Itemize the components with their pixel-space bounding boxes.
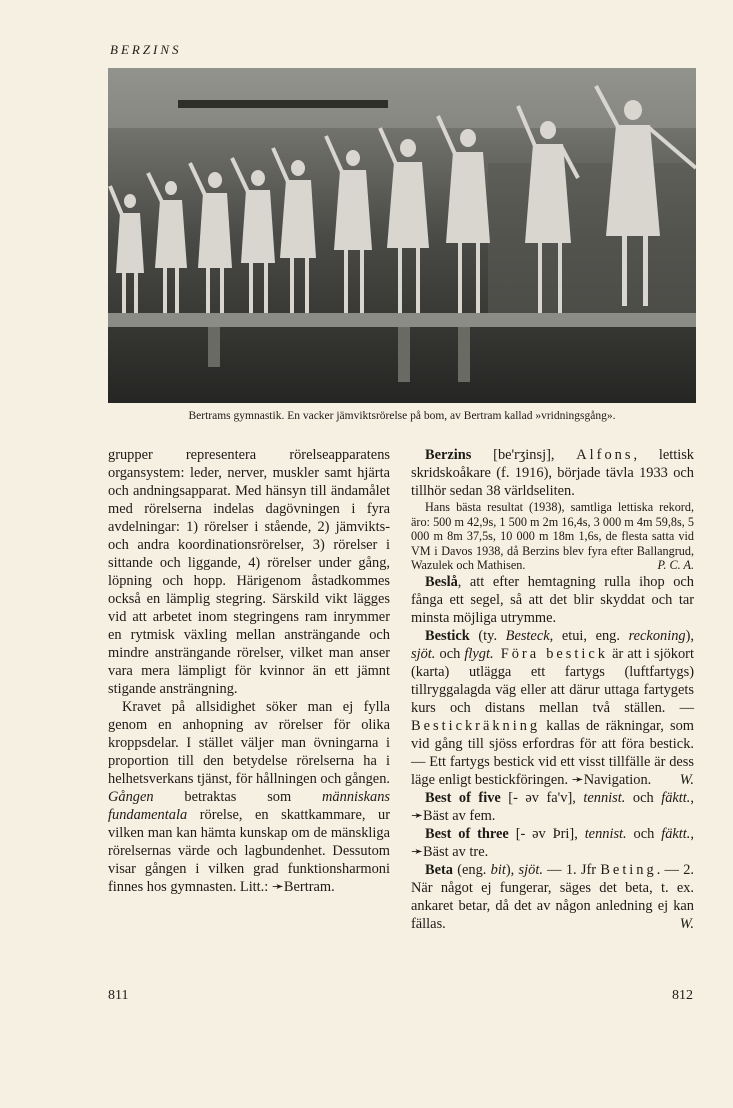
entry-headword: Best of three: [425, 825, 509, 842]
running-head: BERZINS: [110, 42, 182, 57]
photo-caption: Bertrams gymnastik. En vacker jämviktsrörelse på bom, av Bertram kallad »vridningsgång».: [188, 410, 616, 422]
photo-illustration: [108, 68, 696, 403]
entry-berzins-details: Hans bästa resultat (1938), samtliga lettiska rekord, äro: 500 m 42,9s, 1 500 m 2m 16,4s, 3 000 m 4m 59,8s, 5 000 m 8m 37,5s, 10 000 m 18m 1,6s, de flesta satta vid VM i Davos 1938, då Berzins blev fyra efter Ballangrud, Wazulek och Mathisen. P. C. A.: [411, 500, 694, 573]
gymnastics-photo: [108, 68, 696, 403]
entry-besla: Beslå, att efter hemtagning rulla ihop och fånga ett segel, så att det blir skyddat och tar minsta möjliga utrymme.: [411, 573, 694, 626]
entry-bestick: Bestick (ty. Besteck, etui, eng. reckoning), sjöt. och flygt. Föra bestick är att i sjökort (karta) utlägga ett fartygs (luftfartygs) tillryggalagda väg eller att därur uttaga fartygets kurs och distans mellan två ställen. — Bestickräkning kallas de räkningar, som vid gång till sjöss erfordras för att föra bestick. — Ett fartygs bestick vid ett visst tillfälle är dess läge enligt bestickföringen. ➛Navigation. W.: [411, 627, 694, 788]
author-signature: P. C. A.: [657, 558, 694, 573]
entry-headword: Beta: [425, 861, 453, 878]
left-paragraph-2: Kravet på allsidighet söker man ej fylla genom en anhopning av rörelser för olika kroppsdelar. I stället väljer man övningarna i proportion till den betydelse rörelserna ha i helhetsverkans tjänst, för hållningen och gången. Gången betraktas som människans fundamentala rörelse, en skattkammare, ur vilken man kan hämta kunskap om de mänskliga rörelsernas värde och lagbundenhet. Dessutom visar gången i vilken grad funktionsharmoni finnes hos gymnasten. Litt.: ➛Bertram.: [108, 699, 390, 895]
left-paragraph-1: grupper representera rörelseapparatens organsystem: leder, nerver, muskler samt hjärta och andningsapparat. Med hänsyn till ändamålet med rörelserna indelas dagövningen i fyra avdelningar: 1) rörelser i stående, 2) jämvikts- och andra koordinationsrörelser, 3) rörelser i sittande och liggande, 4) rörelser under gång, löpning och hopp. Härigenom åstadkommes också en lämplig stegring. Särskild vikt lägges vid att arbetet inom stegringens ram inrymmer en rytmisk växling mellan ansträngande och mindre ansträngande rörelser, vilket man anser vara mera lämpligt för kvinnor än ett jämnt stigande ansträngning.: [108, 447, 390, 697]
balance-beam: [108, 313, 696, 327]
page-number-right: 812: [672, 988, 693, 1003]
entry-headword: Bestick: [425, 627, 470, 644]
entry-beta: Beta (eng. bit), sjöt. — 1. Jfr Beting. — 2. När något ej fungerar, säges det beta, t. ex. ankaret betar, då det av någon anledning ej kan fällas. W.: [411, 861, 694, 932]
right-column: [411, 446, 694, 933]
author-signature: W.: [679, 771, 694, 788]
entry-headword: Beslå: [425, 573, 458, 590]
entry-berzins: Berzins [be'rʒinsj], Alfons, lettisk skridskoåkare (f. 1916), började tävla 1933 och tillhör sedan 38 världseliten.: [411, 447, 695, 499]
entry-best-of-five: Best of five [- əv fa'v], tennist. och fäktt., ➛Bäst av fem.: [411, 789, 694, 824]
author-signature: W.: [679, 915, 694, 932]
entry-headword: Best of five: [425, 789, 501, 806]
left-column: [108, 446, 390, 896]
entry-headword: Berzins: [425, 447, 472, 463]
page-number-left: 811: [108, 988, 129, 1003]
entry-best-of-three: Best of three [- əv Þri], tennist. och fäktt., ➛Bäst av tre.: [411, 825, 694, 860]
